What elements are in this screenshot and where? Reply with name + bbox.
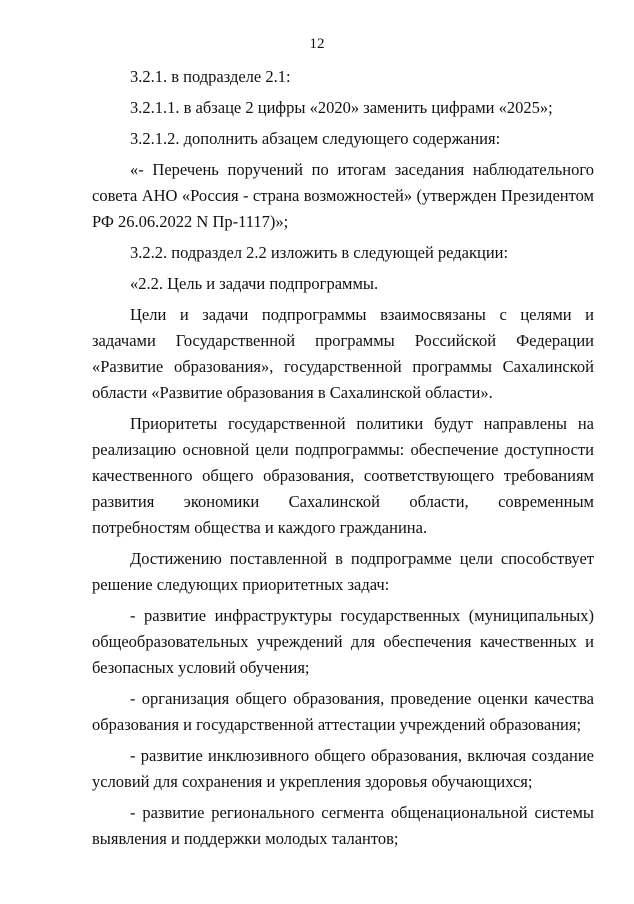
list-item-organization: - организация общего образования, проведение оценки качества образования и государственной аттестации учреждений образования; xyxy=(92,689,594,734)
list-item-inclusive: - развитие инклюзивного общего образования, включая создание условий для сохранения и укрепления здоровья обучающихся; xyxy=(92,746,594,791)
subsection-heading-2-2: «2.2. Цель и задачи подпрограммы. xyxy=(130,274,379,293)
paragraph-achievement: Достижению поставленной в подпрограмме цели способствует решение следующих приоритетных задач: xyxy=(92,549,594,594)
paragraph-3-2-1: 3.2.1. в подразделе 2.1: xyxy=(130,67,291,86)
document-body xyxy=(92,64,594,852)
list-item-infrastructure: - развитие инфраструктуры государственных (муниципальных) общеобразовательных учреждений для обеспечения качественных и безопасных условий обучения; xyxy=(92,606,594,677)
paragraph-quote-list-item: «- Перечень поручений по итогам заседания наблюдательного совета АНО «Россия - страна возможностей» (утвержден Президентом РФ 26.06.2022 N Пр-1117)»; xyxy=(92,160,594,231)
paragraph-3-2-1-2: 3.2.1.2. дополнить абзацем следующего содержания: xyxy=(130,129,501,148)
list-item-talents: - развитие регионального сегмента общенациональной системы выявления и поддержки молодых талантов; xyxy=(92,803,594,848)
paragraph-goals: Цели и задачи подпрограммы взаимосвязаны с целями и задачами Государственной программы Российской Федерации «Развитие образования», государственной программы Сахалинской области «Развитие образования в Сахалинской области». xyxy=(92,305,594,402)
paragraph-3-2-1-1: 3.2.1.1. в абзаце 2 цифры «2020» заменить цифрами «2025»; xyxy=(130,98,553,117)
paragraph-priorities: Приоритеты государственной политики будут направлены на реализацию основной цели подпрограммы: обеспечение доступности качественного общего образования, соответствующего требованиям развития экономики Сахалинской области, современным потребностям общества и каждого гражданина. xyxy=(92,414,594,537)
paragraph-3-2-2: 3.2.2. подраздел 2.2 изложить в следующей редакции: xyxy=(130,243,509,262)
page-number: 12 xyxy=(309,36,325,52)
